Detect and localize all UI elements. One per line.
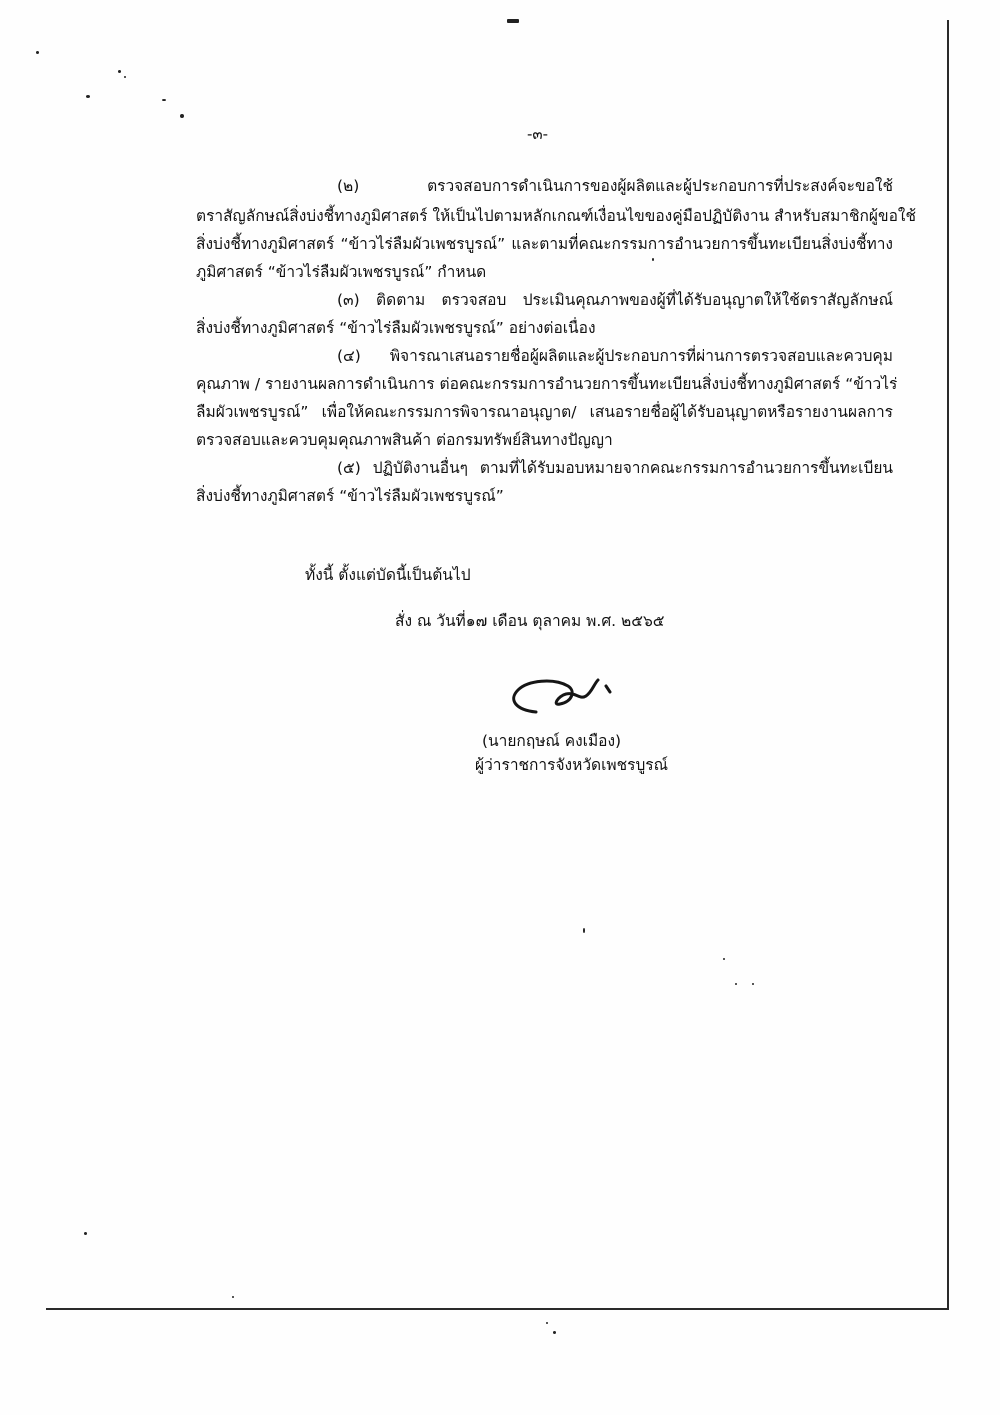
paragraph-item-2-line-1: (๒) ตรวจสอบการดำเนินการของผู้ผลิตและผู้ประกอบการที่ประสงค์จะขอใช้ xyxy=(337,177,893,195)
paragraph-item-4-line-3: ลืมผัวเพชรบูรณ์” เพื่อให้คณะกรรมการพิจารณาอนุญาต/ เสนอรายชื่อผู้ได้รับอนุญาตหรือรายงานผลการ xyxy=(196,403,893,421)
scan-speck xyxy=(84,1232,87,1235)
scan-speck xyxy=(118,70,121,73)
scan-speck xyxy=(546,1322,548,1324)
scan-edge-right xyxy=(947,20,949,1310)
scan-speck xyxy=(752,983,754,985)
paragraph-item-5-line-1: (๕) ปฏิบัติงานอื่นๆ ตามที่ได้รับมอบหมายจากคณะกรรมการอำนวยการขึ้นทะเบียน xyxy=(337,459,893,477)
paragraph-item-3-line-1: (๓) ติดตาม ตรวจสอบ ประเมินคุณภาพของผู้ที่ได้รับอนุญาตให้ใช้ตราสัญลักษณ์ xyxy=(337,291,893,309)
scan-speck xyxy=(553,1331,556,1334)
signer-title: ผู้ว่าราชการจังหวัดเพชรบูรณ์ xyxy=(475,756,668,774)
paragraph-item-5-line-2: สิ่งบ่งชี้ทางภูมิศาสตร์ “ข้าวไร่ลืมผัวเพชรบูรณ์” xyxy=(196,487,504,505)
scan-speck xyxy=(583,928,585,933)
scan-speck xyxy=(232,1296,234,1298)
paragraph-item-4-line-2: คุณภาพ / รายงานผลการดำเนินการ ต่อคณะกรรมการอำนวยการขึ้นทะเบียนสิ่งบ่งชี้ทางภูมิศาสตร์ “ข้าวไร่ xyxy=(196,375,898,393)
paragraph-item-2-line-2: ตราสัญลักษณ์สิ่งบ่งชี้ทางภูมิศาสตร์ ให้เป็นไปตามหลักเกณฑ์เงื่อนไขของคู่มือปฏิบัติงาน สำหรับสมาชิกผู้ขอใช้ xyxy=(196,207,916,225)
paragraph-item-2-line-4: ภูมิศาสตร์ “ข้าวไร่ลืมผัวเพชรบูรณ์” กำหนด xyxy=(196,263,487,281)
paragraph-item-4-line-1: (๔) พิจารณาเสนอรายชื่อผู้ผลิตและผู้ประกอบการที่ผ่านการตรวจสอบและควบคุม xyxy=(337,347,893,365)
scan-speck xyxy=(162,99,166,101)
scan-speck xyxy=(507,19,519,23)
handwritten-signature xyxy=(502,670,642,730)
page-number: -๓- xyxy=(527,125,549,143)
scan-speck xyxy=(86,95,90,98)
scan-speck xyxy=(735,983,737,985)
scan-speck xyxy=(124,76,126,78)
scan-speck xyxy=(36,51,39,54)
order-date: สั่ง ณ วันที่๑๗ เดือน ตุลาคม พ.ศ. ๒๕๖๕ xyxy=(395,612,665,630)
paragraph-item-3-line-2: สิ่งบ่งชี้ทางภูมิศาสตร์ “ข้าวไร่ลืมผัวเพชรบูรณ์” อย่างต่อเนื่อง xyxy=(196,319,596,337)
paragraph-item-2-line-3: สิ่งบ่งชี้ทางภูมิศาสตร์ “ข้าวไร่ลืมผัวเพชรบูรณ์” และตามที่คณะกรรมการอำนวยการขึ้นทะเบียนสิ่งบ่งชี้ทาง xyxy=(196,235,893,253)
signer-name: (นายกฤษณ์ คงเมือง) xyxy=(482,732,622,750)
paragraph-item-4-line-4: ตรวจสอบและควบคุมคุณภาพสินค้า ต่อกรมทรัพย์สินทางปัญญา xyxy=(196,431,613,449)
scan-speck xyxy=(180,114,184,118)
scan-edge-bottom xyxy=(46,1308,949,1310)
scan-speck xyxy=(652,258,654,261)
closing-statement: ทั้งนี้ ตั้งแต่บัดนี้เป็นต้นไป xyxy=(305,566,471,584)
scan-speck xyxy=(723,958,725,960)
